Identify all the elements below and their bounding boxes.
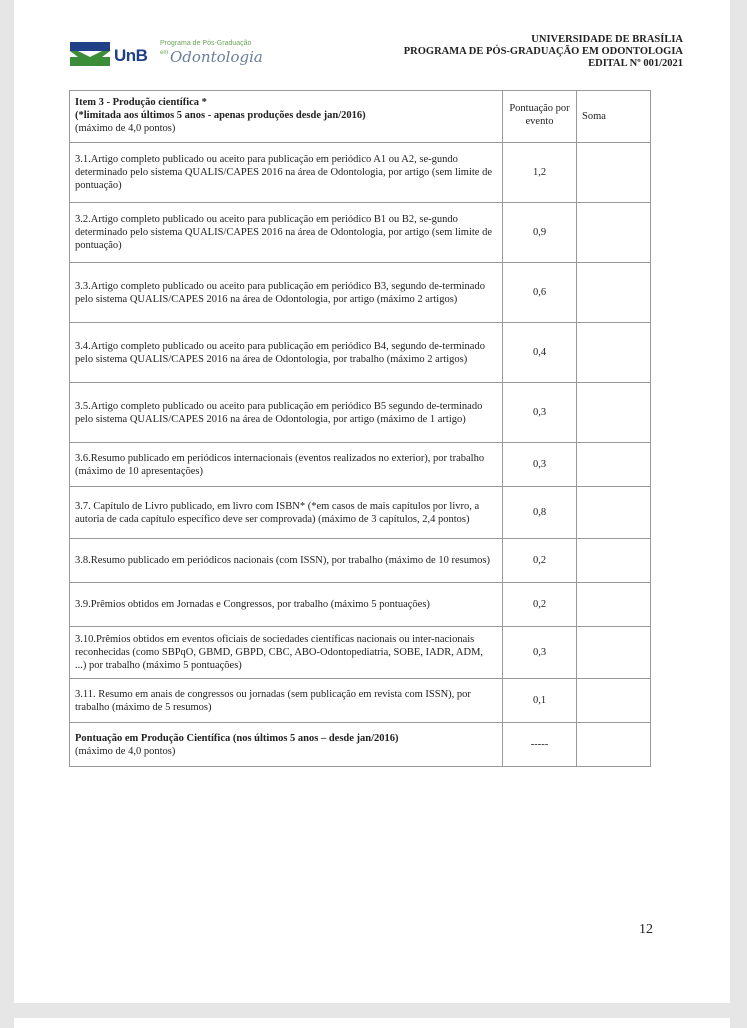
row-sum-field[interactable]	[577, 539, 651, 583]
total-note: (máximo de 4,0 pontos)	[75, 745, 176, 757]
row-description: 3.3.Artigo completo publicado ou aceito para publicação em periódico B3, segundo de-terminado pelo sistema QUALIS/CAPES 2016 na área de Odontologia, por artigo (máximo 2 artigos)	[70, 263, 503, 323]
row-description: 3.1.Artigo completo publicado ou aceito para publicação em periódico A1 ou A2, se-gundo determinado pelo sistema QUALIS/CAPES 2016 na área de Odontologia, por artigo (sem limite de pontuação)	[70, 143, 503, 203]
header-edital: EDITAL Nº 001/2021	[588, 58, 683, 69]
row-points: 0,3	[503, 383, 577, 443]
total-points: -----	[503, 723, 577, 767]
unb-logo	[70, 36, 270, 78]
item-subtitle: (*limitada aos últimos 5 anos - apenas produções desde jan/2016)	[75, 110, 366, 121]
row-points: 0,2	[503, 539, 577, 583]
row-points: 0,3	[503, 443, 577, 487]
table-row	[70, 203, 651, 263]
table-row	[70, 539, 651, 583]
item-title: Item 3 - Produção científica *	[75, 97, 207, 108]
table-row	[70, 443, 651, 487]
row-description: 3.6.Resumo publicado em periódicos internacionais (eventos realizados no exterior), por trabalho (máximo de 10 apresentações)	[70, 443, 503, 487]
table-total-row	[70, 723, 651, 767]
table-row	[70, 679, 651, 723]
table-header-row	[70, 91, 651, 143]
header-program: PROGRAMA DE PÓS-GRADUAÇÃO EM ODONTOLOGIA	[403, 46, 683, 57]
table-row	[70, 323, 651, 383]
row-sum-field[interactable]	[577, 383, 651, 443]
row-points: 0,1	[503, 679, 577, 723]
row-points: 0,4	[503, 323, 577, 383]
logo-script-text: Odontologia	[170, 48, 263, 66]
page-number: 12	[639, 922, 653, 937]
row-sum-field[interactable]	[577, 263, 651, 323]
table-row	[70, 487, 651, 539]
row-sum-field[interactable]	[577, 627, 651, 679]
row-description: 3.9.Prêmios obtidos em Jornadas e Congressos, por trabalho (máximo 5 pontuações)	[70, 583, 503, 627]
row-points: 0,8	[503, 487, 577, 539]
logo-brand: UnB	[114, 46, 148, 65]
row-sum-field[interactable]	[577, 679, 651, 723]
row-sum-field[interactable]	[577, 443, 651, 487]
row-sum-field[interactable]	[577, 487, 651, 539]
row-points: 0,2	[503, 583, 577, 627]
document-header	[404, 34, 683, 70]
row-description: 3.11. Resumo em anais de congressos ou jornadas (sem publicação em revista com ISSN), por trabalho (máximo de 5 resumos)	[70, 679, 503, 723]
header-university: UNIVERSIDADE DE BRASÍLIA	[531, 34, 683, 45]
logo-em-text: em	[160, 50, 169, 56]
total-sum-field[interactable]	[577, 723, 651, 767]
row-description: 3.8.Resumo publicado em periódicos nacionais (com ISSN), por trabalho (máximo de 10 resumos)	[70, 539, 503, 583]
item-note: (máximo de 4,0 pontos)	[75, 123, 176, 134]
row-points: 0,6	[503, 263, 577, 323]
header-points-cell: Pontuação por evento	[503, 91, 577, 143]
logo-program-text: Programa de Pós-Graduação	[160, 40, 252, 47]
row-description: 3.5.Artigo completo publicado ou aceito para publicação em periódico B5 segundo de-terminado pelo sistema QUALIS/CAPES 2016 na área de Odontologia, por artigo (máximo de 1 artigo)	[70, 383, 503, 443]
table-row	[70, 627, 651, 679]
next-page-edge	[14, 1018, 730, 1028]
row-points: 0,9	[503, 203, 577, 263]
row-sum-field[interactable]	[577, 583, 651, 627]
row-description: 3.4.Artigo completo publicado ou aceito para publicação em periódico B4, segundo de-terminado pelo sistema QUALIS/CAPES 2016 na área de Odontologia, por trabalho (máximo 2 artigos)	[70, 323, 503, 383]
row-sum-field[interactable]	[577, 203, 651, 263]
header-sum-cell: Soma	[577, 91, 651, 143]
total-description-cell	[70, 723, 503, 767]
header-description-cell	[70, 91, 503, 143]
row-points: 1,2	[503, 143, 577, 203]
table-row	[70, 263, 651, 323]
total-title: Pontuação em Produção Científica (nos últimos 5 anos – desde jan/2016)	[75, 732, 399, 744]
scoring-table	[69, 90, 651, 767]
table-row	[70, 143, 651, 203]
table-row	[70, 383, 651, 443]
row-sum-field[interactable]	[577, 143, 651, 203]
row-sum-field[interactable]	[577, 323, 651, 383]
row-description: 3.7. Capítulo de Livro publicado, em livro com ISBN* (*em casos de mais capítulos por livro, a autoria de cada capítulo específico deve ser comprovada) (máximo de 3 capítulos, 2,4 pontos)	[70, 487, 503, 539]
row-description: 3.10.Prêmios obtidos em eventos oficiais de sociedades científicas nacionais ou inter-nacionais reconhecidas (como SBPqO, GBMD, GBPD, CBC, ABO-Odontopediatria, SOBE, IADR, ADM, ...) por trabalho (máximo 5 pontuações)	[70, 627, 503, 679]
row-points: 0,3	[503, 627, 577, 679]
table-row	[70, 583, 651, 627]
row-description: 3.2.Artigo completo publicado ou aceito para publicação em periódico B1 ou B2, se-gundo determinado pelo sistema QUALIS/CAPES 2016 na área de Odontologia, por artigo (sem limite de pontuação)	[70, 203, 503, 263]
unb-flag-icon	[70, 42, 110, 66]
